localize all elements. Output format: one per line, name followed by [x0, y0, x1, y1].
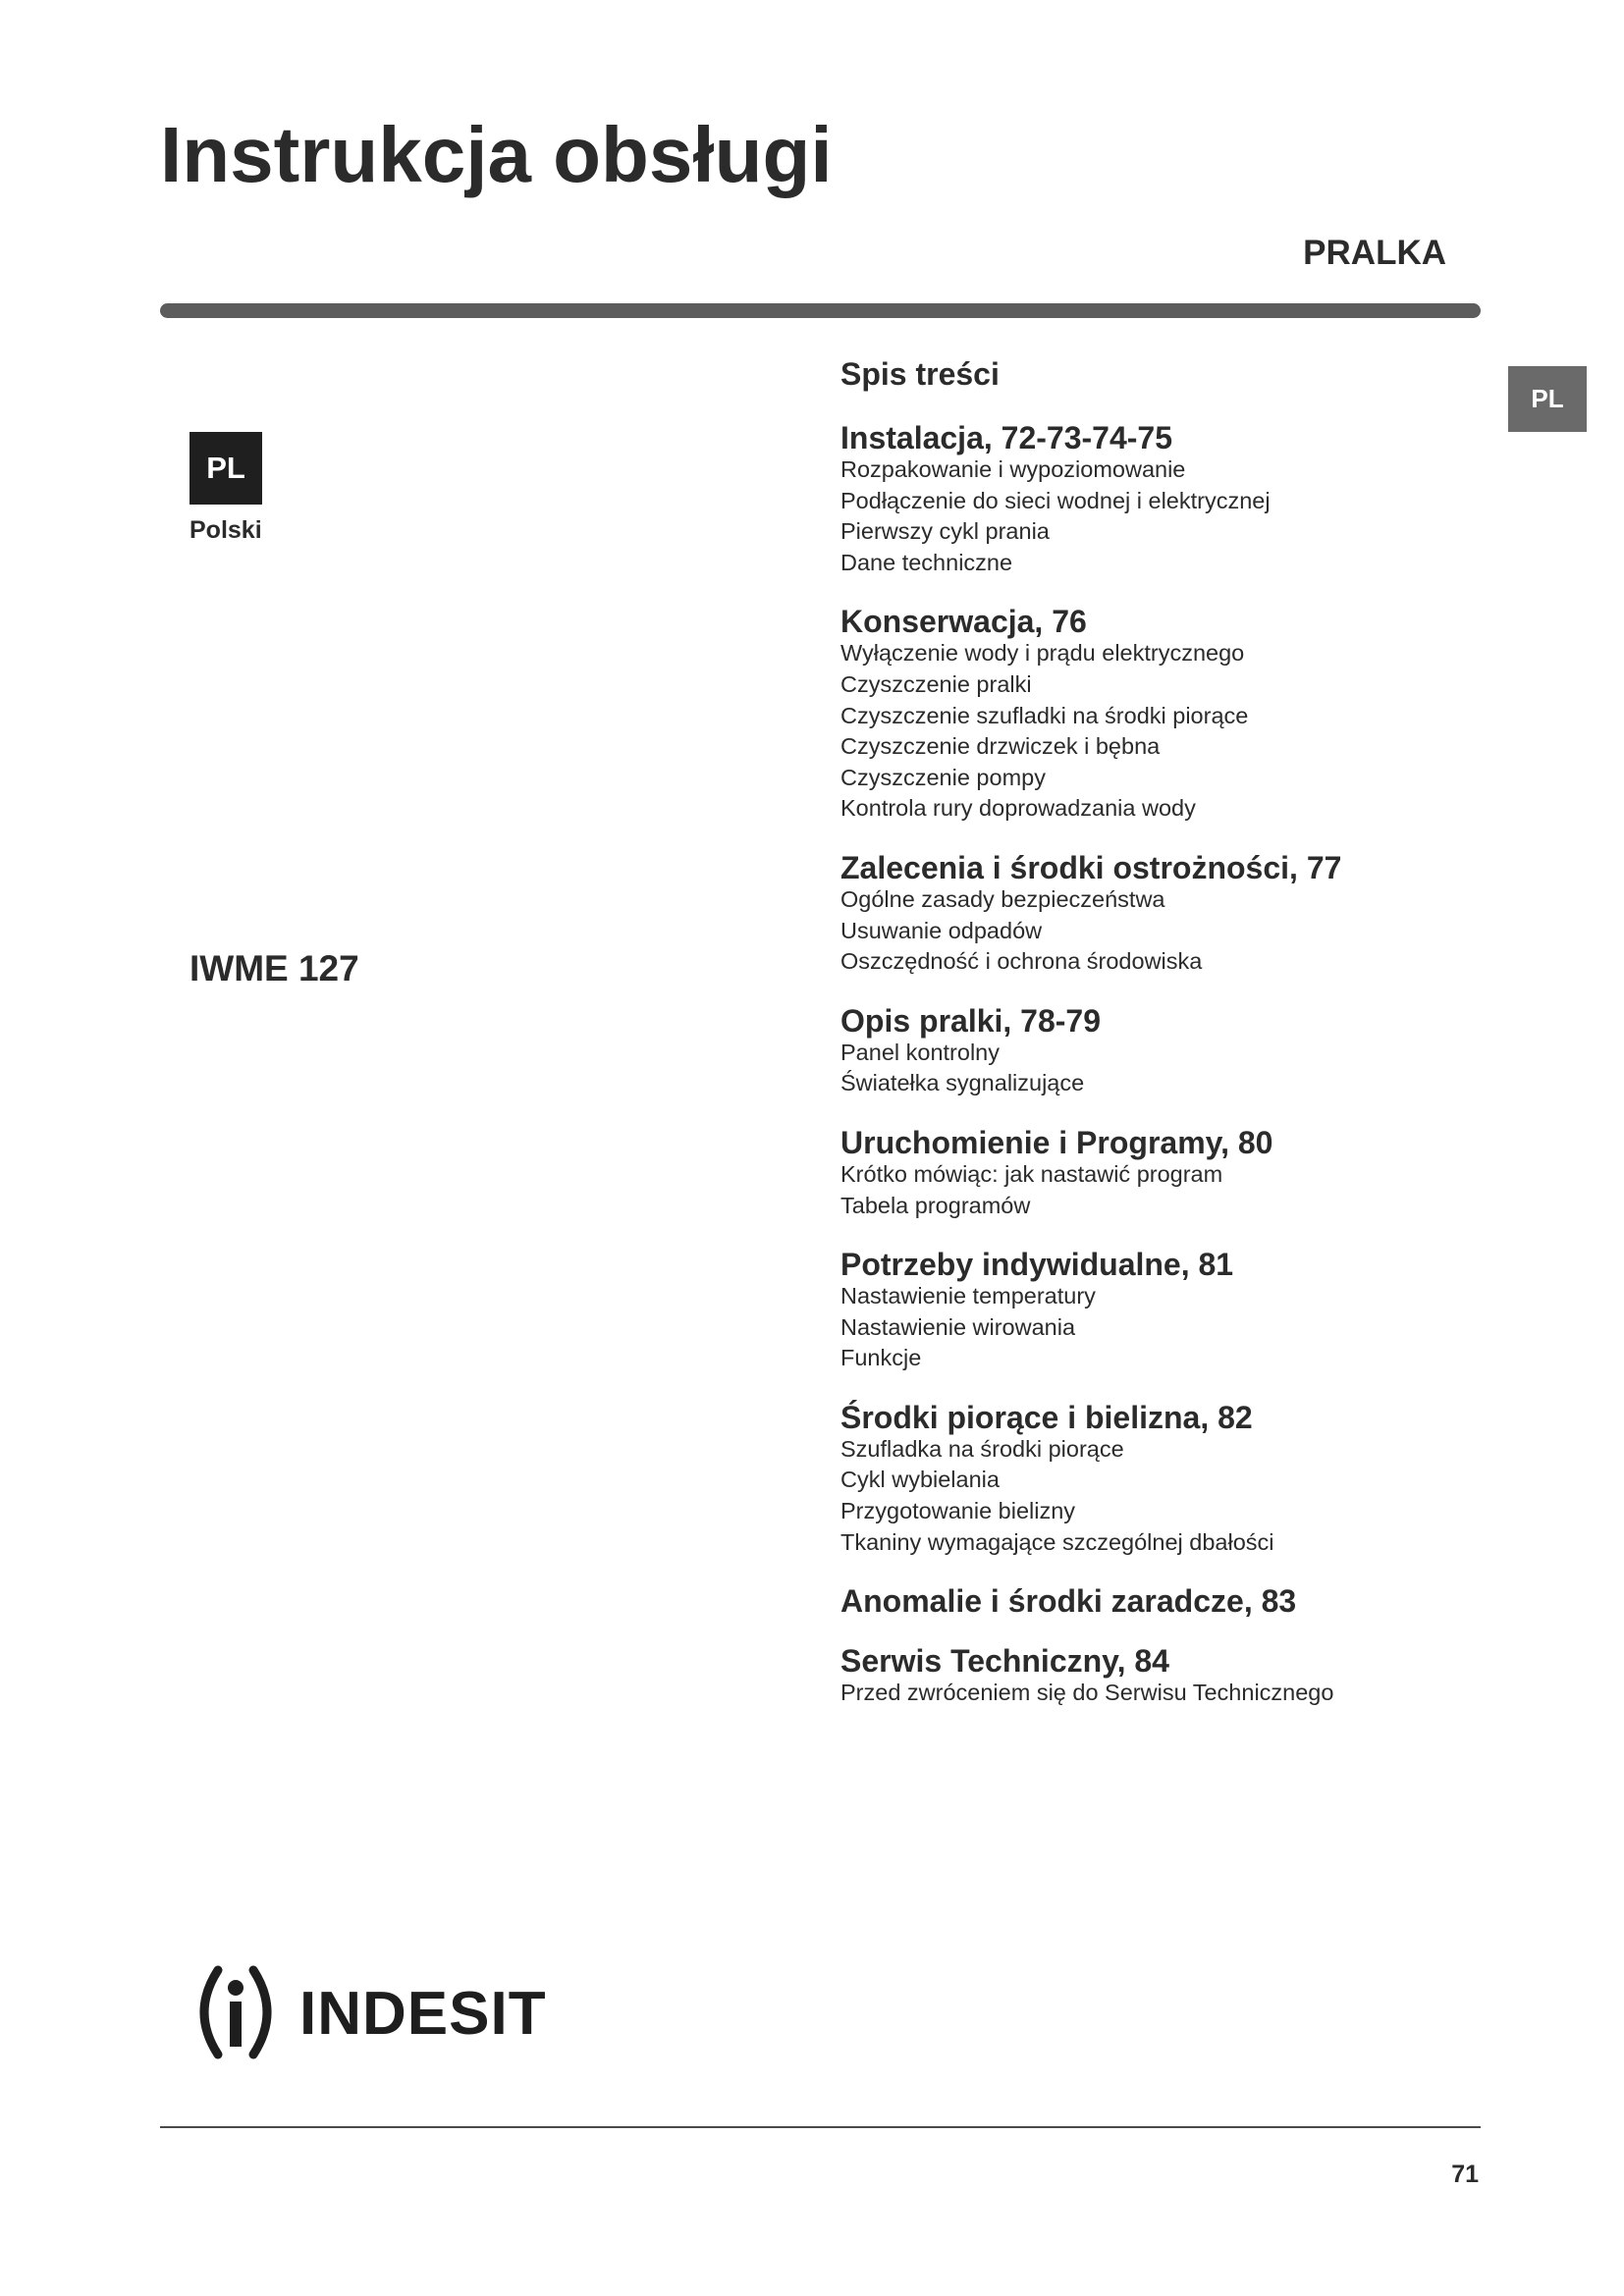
toc-section-heading: Opis pralki, 78-79 — [840, 1002, 1102, 1039]
toc-section-heading: Środki piorące i bielizna, 82 — [840, 1399, 1253, 1435]
indesit-logo — [187, 1958, 560, 2066]
toc-section-heading: Anomalie i środki zaradcze, 83 — [840, 1583, 1297, 1620]
toc-item: Światełka sygnalizujące — [840, 1070, 1085, 1096]
toc-item: Funkcje — [840, 1345, 922, 1371]
toc-section — [840, 1248, 1469, 1374]
toc-section — [840, 421, 1469, 578]
toc-item: Czyszczenie drzwiczek i bębna — [840, 733, 1161, 760]
toc-item: Czyszczenie pompy — [840, 764, 1046, 790]
toc-section-heading: Potrzeby indywidualne, 81 — [840, 1247, 1234, 1283]
toc-section — [840, 1584, 1469, 1618]
toc-section — [840, 1004, 1469, 1099]
toc-sections — [840, 421, 1469, 1709]
toc-item: Przed zwróceniem się do Serwisu Technicznego — [840, 1680, 1334, 1706]
toc-section — [840, 1126, 1469, 1221]
toc-item: Tabela programów — [840, 1192, 1031, 1218]
toc-section-heading: Instalacja, 72-73-74-75 — [840, 420, 1172, 455]
table-of-contents — [840, 358, 1469, 1735]
toc-item: Wyłączenie wody i prądu elektrycznego — [840, 640, 1245, 667]
footer-divider — [160, 2126, 1481, 2128]
document-subtitle: PRALKA — [1303, 234, 1446, 272]
toc-item: Kontrola rury doprowadzania wody — [840, 795, 1196, 822]
toc-item: Nastawienie temperatury — [840, 1283, 1096, 1309]
language-side-tab: PL — [1508, 366, 1587, 432]
toc-item: Nastawienie wirowania — [840, 1313, 1076, 1340]
toc-section-heading: Zalecenia i środki ostrożności, 77 — [840, 849, 1342, 885]
toc-item: Oszczędność i ochrona środowiska — [840, 948, 1203, 975]
toc-item: Dane techniczne — [840, 549, 1013, 575]
toc-section — [840, 605, 1469, 825]
language-code-badge: PL — [189, 432, 262, 505]
toc-item: Usuwanie odpadów — [840, 917, 1043, 943]
page-number: 71 — [1451, 2161, 1479, 2188]
toc-item: Cykl wybielania — [840, 1467, 1000, 1493]
toc-title: Spis treści — [840, 356, 1000, 392]
toc-item: Krótko mówiąc: jak nastawić program — [840, 1160, 1223, 1187]
toc-section — [840, 851, 1469, 978]
toc-section — [840, 1644, 1469, 1709]
toc-item: Ogólne zasady bezpieczeństwa — [840, 885, 1165, 912]
toc-section-heading: Uruchomienie i Programy, 80 — [840, 1124, 1273, 1160]
document-title: Instrukcja obsługi — [160, 111, 833, 198]
toc-section-heading: Serwis Techniczny, 84 — [840, 1643, 1169, 1680]
header-divider-bar — [160, 303, 1481, 318]
toc-item: Pierwszy cykl prania — [840, 518, 1050, 545]
toc-item: Szufladka na środki piorące — [840, 1435, 1124, 1462]
toc-item: Panel kontrolny — [840, 1039, 1000, 1065]
toc-section — [840, 1401, 1469, 1558]
toc-item: Czyszczenie pralki — [840, 670, 1032, 697]
product-model: IWME 127 — [189, 948, 359, 988]
toc-item: Przygotowanie bielizny — [840, 1498, 1076, 1524]
toc-section-heading: Konserwacja, 76 — [840, 604, 1087, 640]
toc-item: Rozpakowanie i wypoziomowanie — [840, 456, 1186, 482]
toc-item: Podłączenie do sieci wodnej i elektrycznej — [840, 487, 1271, 513]
language-name: Polski — [189, 516, 262, 544]
brand-name: INDESIT — [299, 1980, 547, 2048]
toc-item: Czyszczenie szufladki na środki piorące — [840, 702, 1249, 728]
toc-item: Tkaniny wymagające szczególnej dbałości — [840, 1528, 1274, 1555]
